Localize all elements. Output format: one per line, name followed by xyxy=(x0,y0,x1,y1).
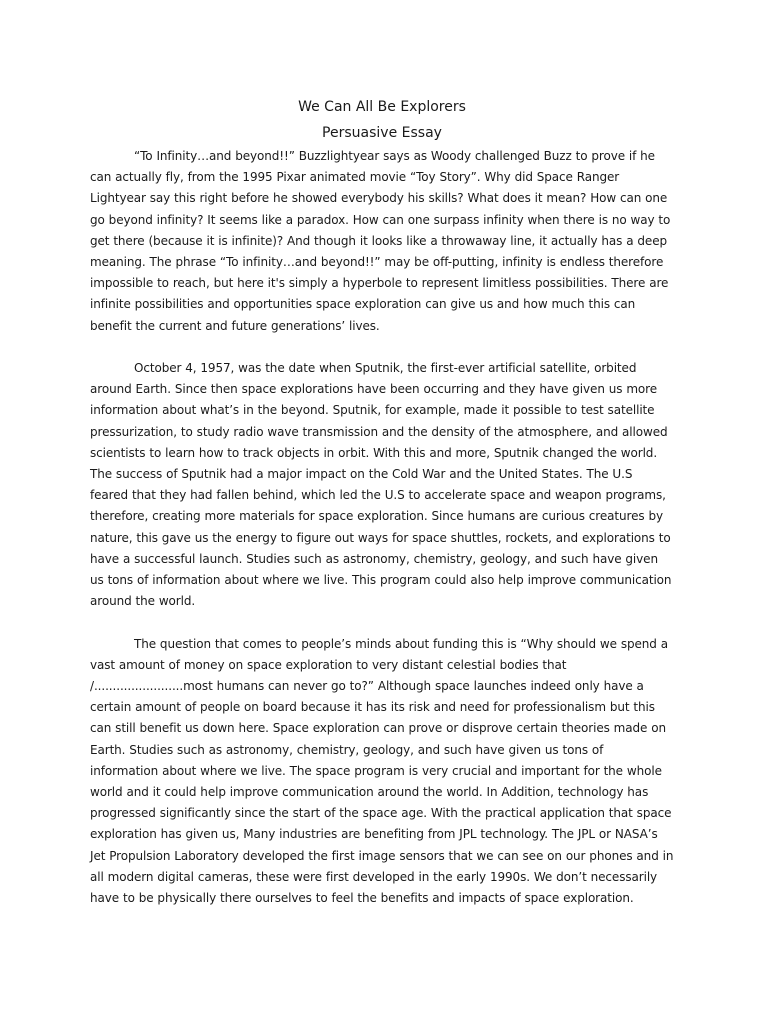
document-subtitle: Persuasive Essay xyxy=(322,125,442,141)
essay-page xyxy=(90,94,674,909)
paragraph-intro: “To Infinity…and beyond!!” Buzzlightyear says as Woody challenged Buzz to prove if he can actually fly, from the 1995 Pixar animated movie “Toy Story”. Why did Space Ranger Lightyear say this right before he showed everybody his skills? What does it mean? How can one go beyond infinity? It seems like a paradox. How can one surpass infinity when there is no way to get there (because it is infinite)? And though it looks like a throwaway line, it actually has a deep meaning. The phrase “To infinity…and beyond!!” may be off-putting, infinity is endless therefore impossible to reach, but here it's simply a hyperbole to represent limitless possibilities. There are infinite possibilities and opportunities space exploration can give us and how much this can benefit the current and future generations’ lives. xyxy=(90,149,671,333)
paragraph-spacer xyxy=(90,612,674,633)
paragraph-sputnik: October 4, 1957, was the date when Sputnik, the first-ever artificial satellite, orbited around Earth. Since then space explorations have been occurring and they have given us more information about what’s in the beyond. Sputnik, for example, made it possible to test satellite pressurization, to study radio wave transmission and the density of the atmosphere, and allowed scientists to learn how to track objects in orbit. With this and more, Sputnik changed the world. The success of Sputnik had a major impact on the Cold War and the United States. The U.S feared that they had fallen behind, which led the U.S to accelerate space and weapon programs, therefore, creating more materials for space exploration. Since humans are curious creatures by nature, this gave us the energy to figure out ways for space shuttles, rockets, and explorations to have a successful launch. Studies such as astronomy, chemistry, geology, and such have given us tons of information about where we live. This program could also help improve communication around the world. xyxy=(90,361,672,609)
document-title: We Can All Be Explorers xyxy=(298,99,466,115)
paragraph-funding: The question that comes to people’s minds about funding this is “Why should we spend a vast amount of money on space exploration to very distant celestial bodies that /........................most humans can never go to?” Although space launches indeed only have a certain amount of people on board because it has its risk and need for professionalism but this can still benefit us down here. Space exploration can prove or disprove certain theories made on Earth. Studies such as astronomy, chemistry, geology, and such have given us tons of information about where we live. The space program is very crucial and important for the whole world and it could help improve communication around the world. In Addition, technology has progressed significantly since the start of the space age. With the practical application that space exploration has given us, Many industries are benefiting from JPL technology. The JPL or NASA’s Jet Propulsion Laboratory developed the first image sensors that we can see on our phones and in all modern digital cameras, these were first developed in the early 1990s. We don’t necessarily have to be physically there ourselves to feel the benefits and impacts of space exploration. xyxy=(90,636,674,906)
paragraph-spacer xyxy=(90,337,674,358)
